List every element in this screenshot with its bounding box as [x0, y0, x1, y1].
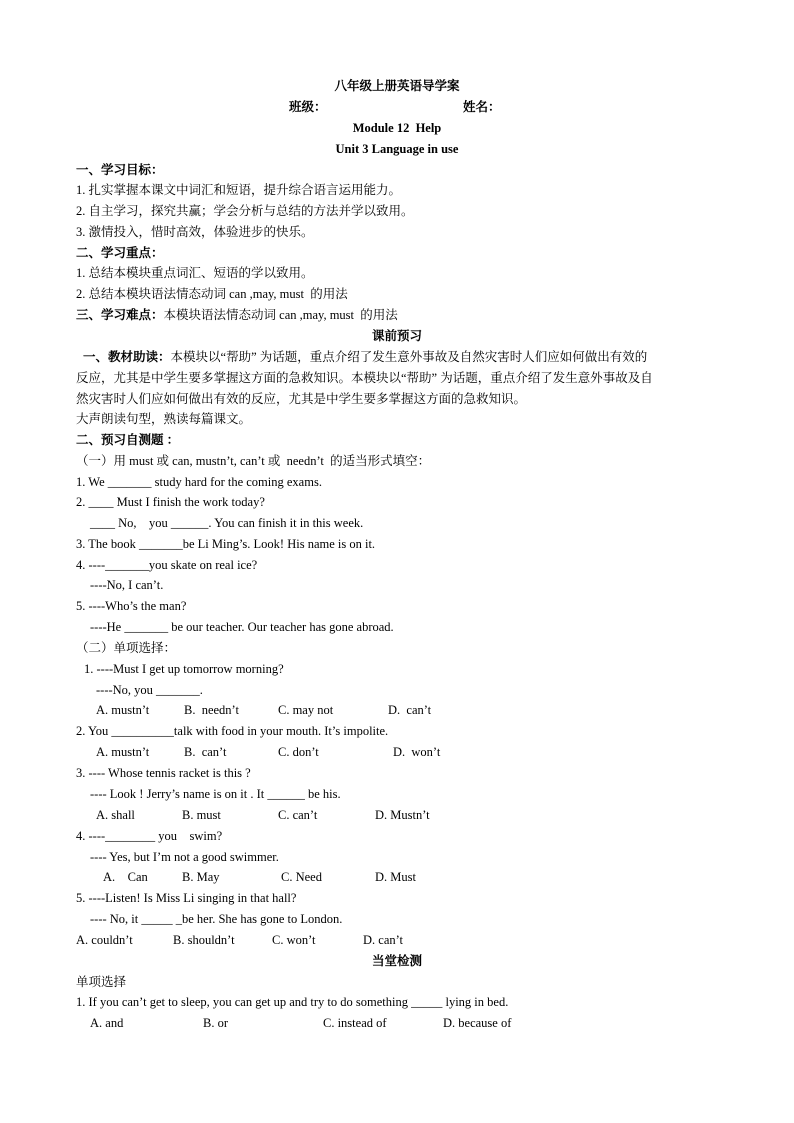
- mc-option: D. can’t: [363, 933, 404, 947]
- difficulty-heading: 三、学习难点：: [76, 308, 164, 322]
- fill-answer: ----No, I can’t.: [90, 578, 164, 592]
- mc-option: B. shouldn’t: [173, 933, 235, 947]
- mc-question: 1. ----Must I get up tomorrow morning?: [84, 662, 284, 676]
- mc-question: 4. ----________ you swim?: [76, 829, 223, 843]
- name-label: 姓名：: [463, 100, 501, 114]
- mc-question-line: ----No, you _______.: [96, 683, 203, 697]
- mc-option: A. Can: [103, 870, 148, 884]
- focus-heading: 二、学习重点：: [76, 246, 164, 260]
- mc-question-line: ---- Look ! Jerry’s name is on it . It ______ be his.: [90, 787, 341, 801]
- read-aloud: 大声朗读句型，熟读每篇课文。: [76, 412, 252, 426]
- aid-line: [83, 347, 647, 367]
- unit-title: Unit 3 Language in use: [335, 142, 459, 156]
- mc-option: A. couldn’t: [76, 933, 133, 947]
- mc-question-line: ---- No, it _____ _be her. She has gone to London.: [90, 912, 343, 926]
- mc-option: B. needn’t: [184, 703, 239, 717]
- aid-text: 然灾害时人们应如何做出有效的反应，尤其是中学生要多掌握这方面的急救知识。: [76, 392, 527, 406]
- mc-option: B. must: [182, 808, 221, 822]
- fill-answer: ____ No, you ______. You can finish it in this week.: [90, 516, 364, 530]
- class-label: 班级：: [289, 100, 327, 114]
- mc-option: C. can’t: [278, 808, 318, 822]
- focus-item: 2. 总结本模块语法情态动词 can ,may, must 的用法: [76, 287, 348, 301]
- mc-option: A. mustn’t: [96, 745, 150, 759]
- fill-question: 3. The book _______be Li Ming’s. Look! His name is on it.: [76, 537, 376, 551]
- mc-option: C. Need: [281, 870, 322, 884]
- difficulty-line: [76, 305, 398, 325]
- fill-question: 2. ____ Must I finish the work today?: [76, 495, 265, 509]
- goal-item: 2. 自主学习，探究共赢；学会分析与总结的方法并学以致用。: [76, 204, 414, 218]
- mc-option: A. and: [90, 1016, 124, 1030]
- aid-text: 反应，尤其是中学生要多掌握这方面的急救知识。本模块以“帮助” 为话题，重点介绍了发生意外事故及自: [76, 371, 653, 385]
- mc-option: D. Mustn’t: [375, 808, 430, 822]
- mc-option: D. Must: [375, 870, 416, 884]
- inclass-subheading: 单项选择: [76, 975, 127, 989]
- goal-item: 3. 激情投入，惜时高效，体验进步的快乐。: [76, 225, 314, 239]
- mc-question: 5. ----Listen! Is Miss Li singing in that hall?: [76, 891, 297, 905]
- mc-option: B. or: [203, 1016, 228, 1030]
- preview-heading: 课前预习: [371, 329, 422, 343]
- doc-title: 八年级上册英语导学案: [334, 79, 460, 93]
- focus-item: 1. 总结本模块重点词汇、短语的学以致用。: [76, 266, 314, 280]
- mc-heading: （二）单项选择：: [76, 641, 177, 655]
- goal-item: 1. 扎实掌握本课文中词汇和短语，提升综合语言运用能力。: [76, 183, 402, 197]
- mc-option: D. won’t: [393, 745, 441, 759]
- goals-heading: 一、学习目标：: [76, 163, 164, 177]
- module-title: Module 12 Help: [352, 121, 442, 135]
- inclass-heading: 当堂检测: [371, 954, 422, 968]
- fill-question: 4. ----_______you skate on real ice?: [76, 558, 258, 572]
- fill-answer: ----He _______ be our teacher. Our teacher has gone abroad.: [90, 620, 394, 634]
- mc-question: 3. ---- Whose tennis racket is this ?: [76, 766, 251, 780]
- mc-option: D. can’t: [388, 703, 432, 717]
- mc-option: C. don’t: [278, 745, 319, 759]
- mc-option: A. mustn’t: [96, 703, 150, 717]
- self-test-heading: 二、预习自测题 ：: [76, 433, 180, 447]
- mc-option: C. may not: [278, 703, 334, 717]
- fill-question: 5. ----Who’s the man?: [76, 599, 187, 613]
- mc-option: C. won’t: [272, 933, 316, 947]
- aid-text: 本模块以“帮助” 为话题，重点介绍了发生意外事故及自然灾害时人们应如何做出有效的: [170, 350, 648, 364]
- difficulty-text: 本模块语法情态动词 can ,may, must 的用法: [163, 308, 398, 322]
- mc-option: B. May: [182, 870, 220, 884]
- fill-question: 1. We _______ study hard for the coming exams.: [76, 475, 322, 489]
- mc-option: D. because of: [443, 1016, 512, 1030]
- mc-option: C. instead of: [323, 1016, 387, 1030]
- mc-option: B. can’t: [184, 745, 227, 759]
- fill-heading: （一）用 must 或 can, mustn’t, can’t 或 needn’t 的适当形式填空：: [76, 454, 431, 468]
- mc-question: 2. You __________talk with food in your mouth. It’s impolite.: [76, 724, 389, 738]
- mc-question-line: ---- Yes, but I’m not a good swimmer.: [90, 850, 279, 864]
- mc-option: A. shall: [96, 808, 135, 822]
- aid-heading: 一、教材助读：: [83, 350, 171, 364]
- inclass-question: 1. If you can’t get to sleep, you can get up and try to do something _____ lying in bed.: [76, 995, 509, 1009]
